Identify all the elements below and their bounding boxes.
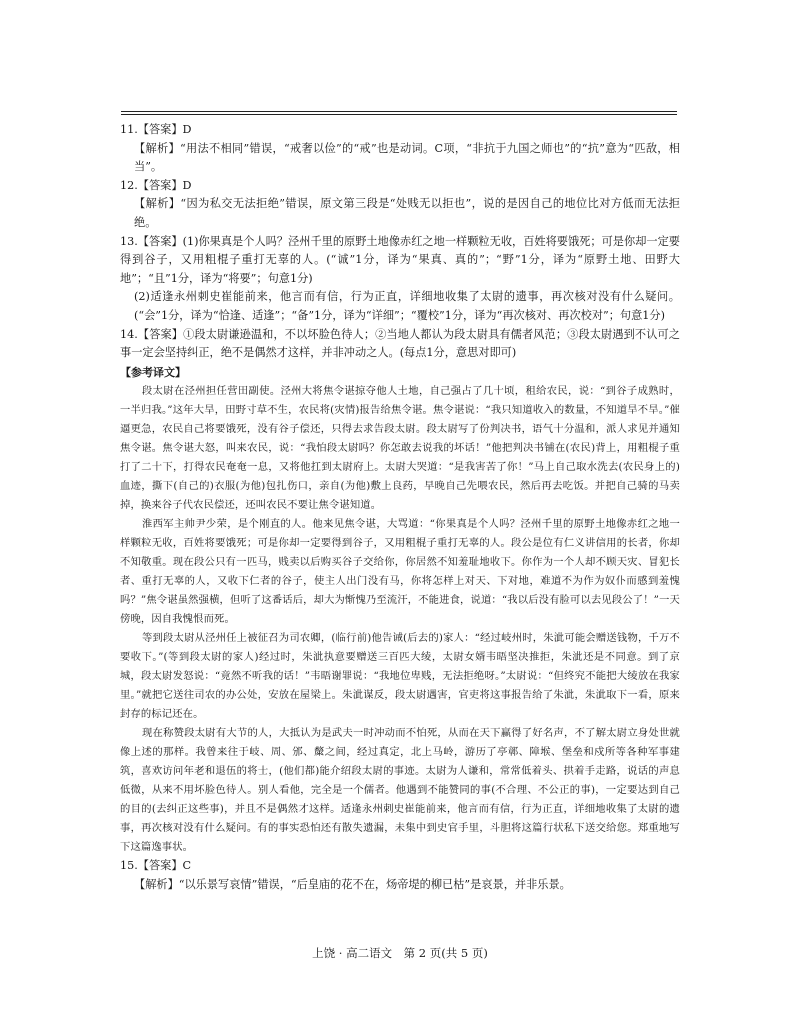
- q11-answer: 11.【答案】D: [120, 123, 192, 136]
- translation-paragraph: 等到段太尉从泾州任上被征召为司农卿，(临行前)他告诫(后去的)家人：“经过岐州时，朱泚可能会赠送钱物，千万不要收下。”(等到段太尉的家人)经过时，朱泚执意要赠送三百匹大绫，太尉女婿韦晤坚决推拒，朱泚还是不同意。到了京城，段太尉发怒说：“竟然不听我的话！”韦晤谢罪说：“我地位卑贱，无法拒绝呀。”太尉说：“但终究不能把大绫放在我家里。”就把它送往司农的办公处，安放在屋梁上。朱泚谋反，段太尉遇害，官吏将这事报告给了朱泚，朱泚取下一看，原来封存的标记还在。: [120, 632, 680, 721]
- q11-analysis: 【解析】“用法不相同”错误，“戒奢以俭”的“戒”也是动词。C项，“非抗于九国之师也”的“抗”意为“匹敌，相当”。: [134, 141, 680, 174]
- translation-paragraph: 淮西军主帅尹少荣，是个刚直的人。他来见焦令谌，大骂道：“你果真是个人吗？泾州千里的原野土地像赤红之地一样颗粒无收，百姓将要饿死；可是你却一定要得到谷子，又用粗棍子重打无辜的人。段公是位有仁义讲信用的长者，你却不知敬重。现在段公只有一匹马，贱卖以后购买谷子交给你，你居然不知羞耻地收下。你作为一个人却不顾天灾、冒犯长者、重打无辜的人，又收下仁者的谷子，使主人出门没有马，你将怎样上对天、下对地，难道不为作为奴仆而感到羞愧吗？”焦令谌虽然强横，但听了这番话后，却大为惭愧乃至流汗，不能进食，说道：“我以后没有脸可以去见段公了！”一天傍晚，因自我愧恨而死。: [120, 518, 680, 626]
- header-rule-top: [121, 111, 677, 112]
- q15-analysis: 【解析】“以乐景写哀情”错误，“后皇庙的花不在，炀帝堤的柳已枯”是哀景，并非乐景。: [134, 877, 571, 891]
- page-footer: 上饶 · 高二语文 第 2 页(共 5 页): [312, 946, 488, 960]
- q14-answer: 14.【答案】①段太尉谦逊温和，不以坏脸色待人；②当地人都认为段太尉具有儒者风范；③段太尉遇到不认可之事一定会坚持纠正，绝不是偶然才这样，并非冲动之人。(每点1分，意思对即可): [120, 327, 680, 360]
- answer-content: [120, 121, 680, 895]
- q12-answer: 12.【答案】D: [120, 178, 192, 192]
- q12-analysis: 【解析】“因为私交无法拒绝”错误，原文第三段是“处贱无以拒也”，说的是因自己的地位比对方低而无法拒绝。: [134, 197, 680, 229]
- translation-paragraph: 现在称赞段太尉有大节的人，大抵认为是武夫一时冲动而不怕死，从而在天下赢得了好名声，不了解太尉立身处世就像上述的那样。我曾来往于岐、周、邠、斄之间，经过真定，北上马岭，游历了亭鄣、障堠、堡垒和戍所等各种军事建筑，喜欢访问年老和退伍的将士，(他们都)能介绍段太尉的事迹。太尉为人谦和，常常低着头、拱着手走路，说话的声息低微，从来不用坏脸色待人。别人看他，完全是一个儒者。他遇到不能赞同的事(不合理、不公正的事)，一定要达到自己的目的(去纠正这些事)，并且不是偶然才这样。适逢永州刺史崔能前来，他言而有信，行为正直，详细地收集了太尉的遗事，再次核对没有什么疑问。有的事实恐怕还有散失遗漏，未集中到史官手里，斗胆将这篇行状私下送交给您。郑重地写下这篇逸事状。: [120, 727, 680, 854]
- translation-heading: 【参考译文】: [120, 365, 186, 379]
- q13-part2: (2)适逢永州刺史崔能前来，他言而有信，行为正直，详细地收集了太尉的遗事，再次核对没有什么疑问。(“会”1分，译为“恰逢、适逢”；“备”1分，译为“详细”；“覆校”1分，译为“再次核对、再次校对”；句意1分): [134, 290, 680, 322]
- header-rule-bottom: [121, 114, 677, 115]
- translation-paragraph: 段太尉在泾州担任营田副使。泾州大将焦令谌掠夺他人土地，自己强占了几十顷，租给农民，说：“到谷子成熟时，一半归我。”这年大旱，田野寸草不生，农民将(灾情)报告给焦令谌。焦令谌说：“我只知道收入的数量，不知道旱不旱。”催逼更急，农民自己将要饿死，没有谷子偿还，只得去求告段太尉。段太尉写了份判决书，语气十分温和，派人求见并通知焦令谌。焦令谌大怒，叫来农民，说：“我怕段太尉吗？你怎敢去说我的坏话！”他把判决书铺在(农民)背上，用粗棍子重打了二十下，打得农民奄奄一息，又将他扛到太尉府上。太尉大哭道：“是我害苦了你！”马上自己取水洗去(农民身上的)血迹，撕下(自己的)衣服(为他)包扎伤口，亲自(为他)敷上良药，早晚自己先喂农民，然后再去吃饭。并把自己骑的马卖掉，换来谷子代农民偿还，还叫农民不要让焦令谌知道。: [120, 385, 680, 512]
- q15-answer: 15.【答案】C: [120, 859, 192, 873]
- q13-answer: 13.【答案】(1)你果真是个人吗？泾州千里的原野土地像赤红之地一样颗粒无收，百姓将要饿死；可是你却一定要得到谷子，又用粗棍子重打无辜的人。(“诚”1分，译为“果真、真的”；“野”1分，译为“原野土地、田野大地”；“且”1分，译为“将要”；句意1分): [120, 234, 680, 285]
